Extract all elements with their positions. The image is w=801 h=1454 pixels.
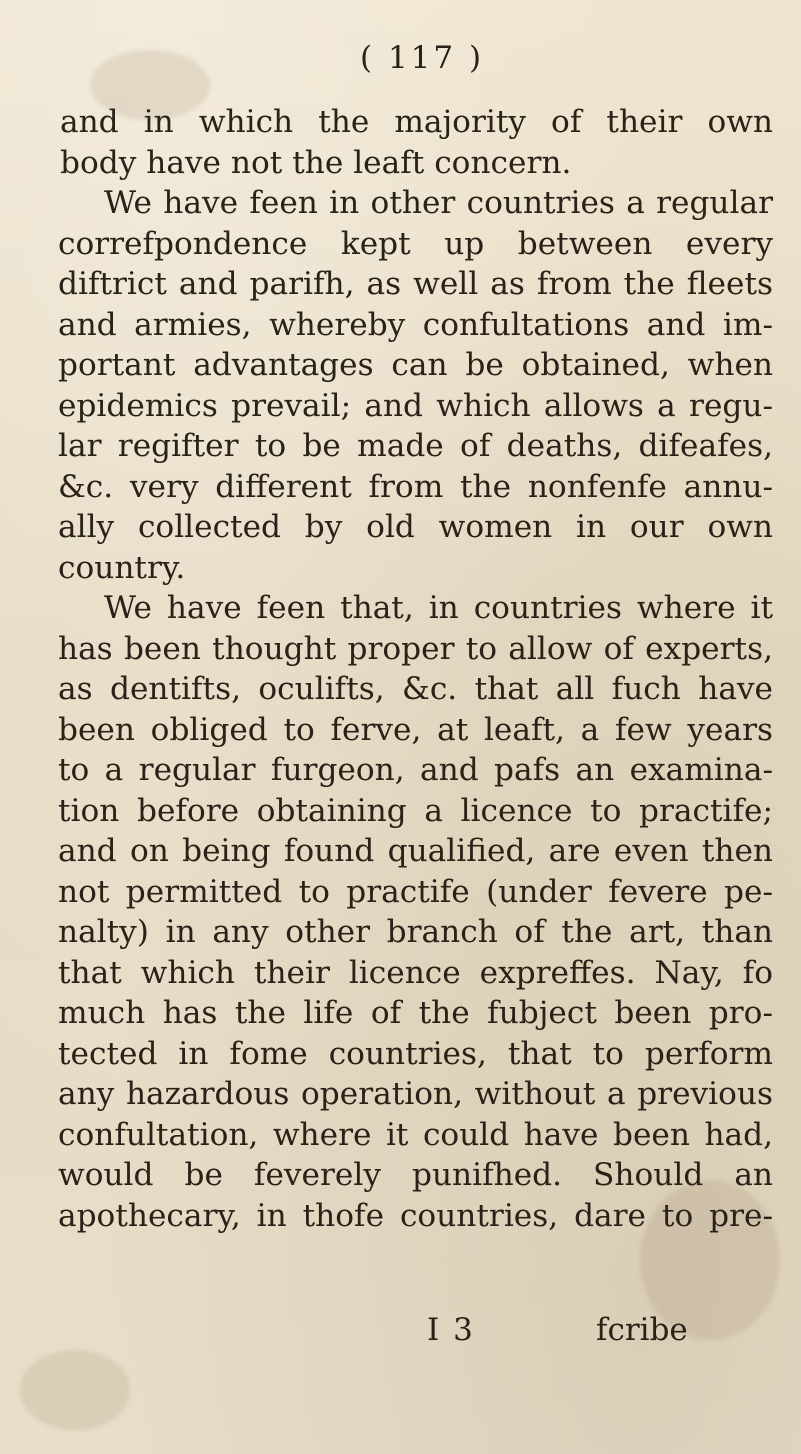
body-text xyxy=(58,102,773,1236)
text-line: that which their licence expreffes. Nay, fo xyxy=(58,954,773,991)
text-line: tected in fome countries, that to perform xyxy=(58,1035,773,1072)
text-line: would be feverely punifhed. Should an xyxy=(58,1157,773,1193)
page-number: ( 117 ) xyxy=(360,40,485,76)
page-footer xyxy=(0,1312,801,1352)
text-line: We have feen that, in countries where it xyxy=(104,590,773,626)
text-line: &c. very different from the nonfenfe annu- xyxy=(58,468,773,505)
text-line: and armies, whereby confultations and im- xyxy=(58,306,773,343)
text-line: and on being found qualified, are even then xyxy=(58,833,773,869)
text-line: has been thought proper to allow of experts, xyxy=(58,630,773,667)
text-line: not permitted to practife (under fevere pe- xyxy=(58,873,773,910)
text-line: any hazardous operation, without a previous xyxy=(58,1076,773,1112)
text-line: body have not the leaft concern. xyxy=(60,144,572,181)
text-line: tion before obtaining a licence to practife; xyxy=(58,792,773,829)
text-line: country. xyxy=(58,549,186,586)
text-line: portant advantages can be obtained, when xyxy=(58,347,773,383)
catchword: fcribe xyxy=(596,1312,688,1348)
text-line: and in which the majority of their own xyxy=(60,104,773,140)
text-line: lar regifter to be made of deaths, difeafes, xyxy=(58,428,773,464)
text-line: epidemics prevail; and which allows a regu- xyxy=(58,387,773,424)
text-line: nalty) in any other branch of the art, than xyxy=(58,914,773,950)
text-line: diftrict and parifh, as well as from the fleets xyxy=(58,266,773,302)
text-line: to a regular furgeon, and pafs an examina- xyxy=(58,752,773,788)
text-line: as dentifts, oculifts, &c. that all fuch have xyxy=(58,671,773,707)
text-line: We have feen in other countries a regular xyxy=(104,185,773,221)
text-line: much has the life of the fubject been pro- xyxy=(58,995,773,1031)
text-line: been obliged to ferve, at leaft, a few years xyxy=(58,711,773,748)
paper-stain xyxy=(20,1350,130,1430)
text-line: confultation, where it could have been had, xyxy=(58,1116,773,1153)
text-line: correfpondence kept up between every xyxy=(58,225,773,262)
text-line: apothecary, in thofe countries, dare to pre- xyxy=(58,1197,773,1234)
text-line: ally collected by old women in our own xyxy=(58,509,773,545)
signature-mark: I 3 xyxy=(427,1312,475,1348)
